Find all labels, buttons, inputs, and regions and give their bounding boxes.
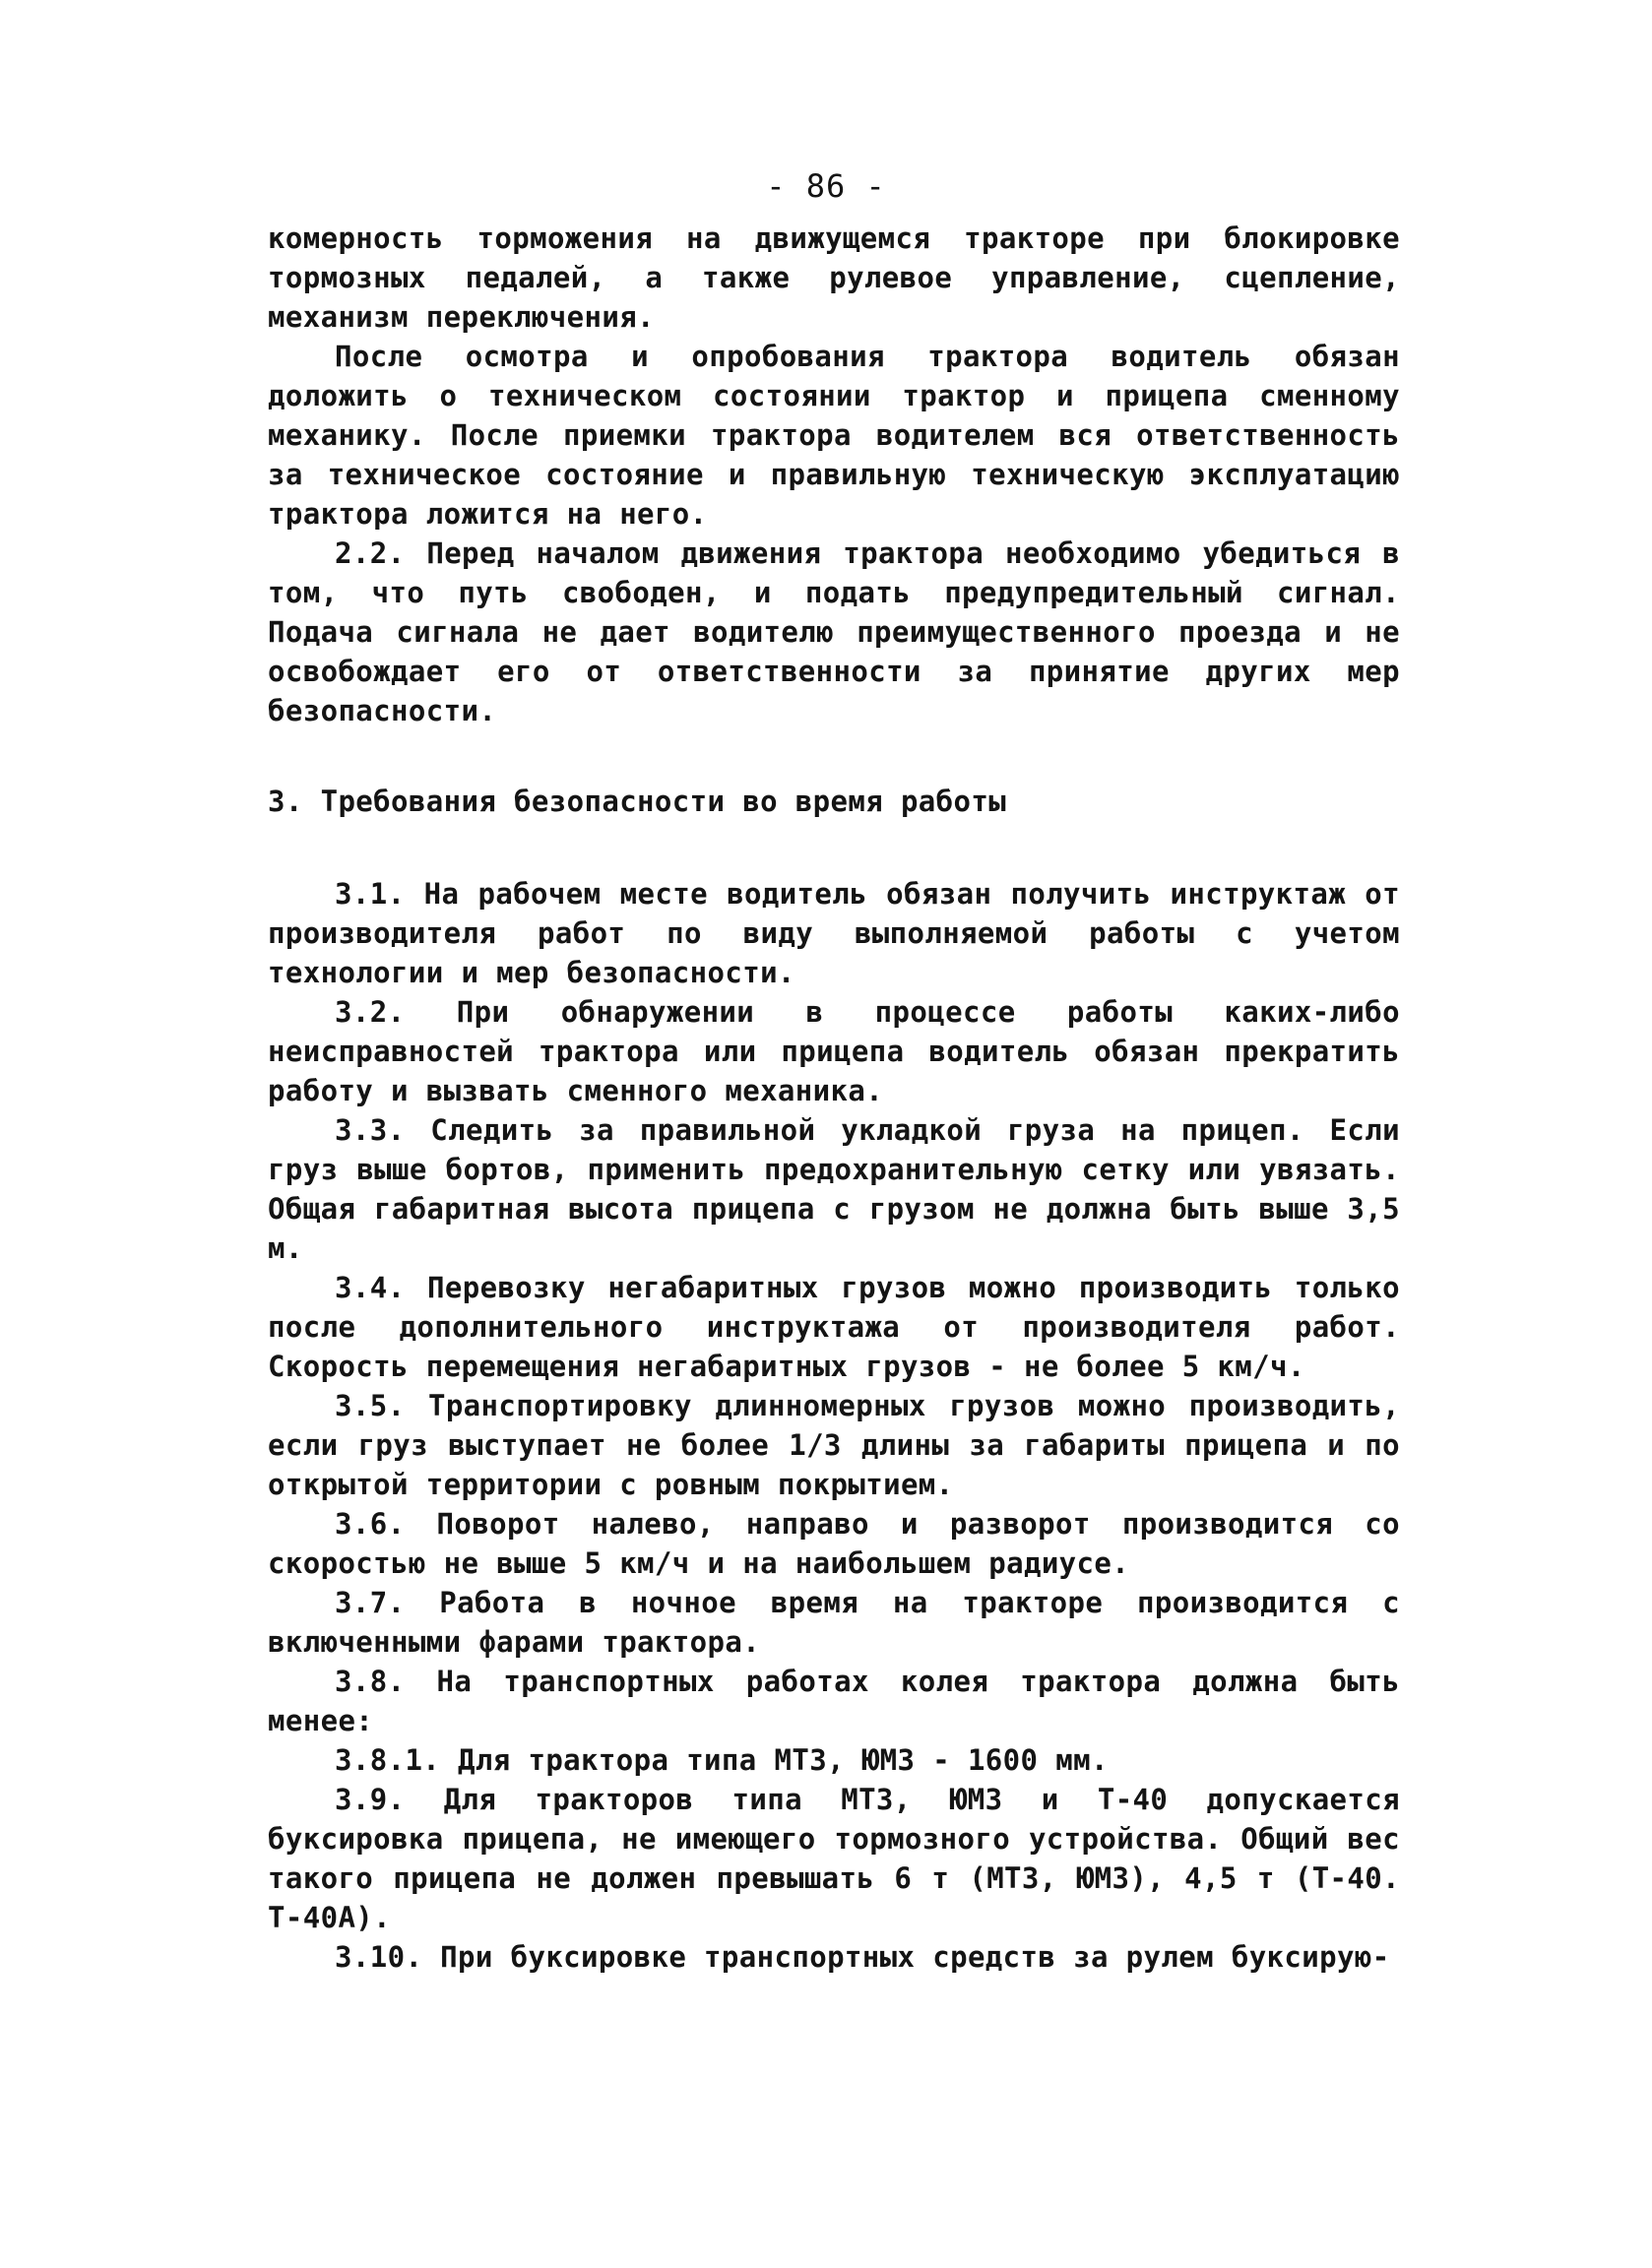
paragraph-3-10: 3.10. При буксировке транспортных средств за рулем буксирую- [335,1940,1390,1974]
paragraph-3-1: 3.1. На рабочем месте водитель обязан получить инструктаж от производителя работ по виду выполняемой работы с учетом технологии и мер безопасности. [268,877,1400,989]
paragraph-3-4: 3.4. Перевозку негабаритных грузов можно производить только после дополнительного инструктажа от производителя работ. Скорость перемещения негабаритных грузов - не более 5 км/ч. [268,1271,1400,1383]
paragraph-3-8-1: 3.8.1. Для трактора типа МТЗ, ЮМЗ - 1600 мм. [335,1743,1109,1777]
paragraph-3-9: 3.9. Для тракторов типа МТЗ, ЮМЗ и Т-40 допускается буксировка прицепа, не имеющего тормозного устройства. Общий вес такого прицепа не должен превышать 6 т (МТЗ, ЮМЗ), 4,5 т (Т-40. Т-40А). [268,1783,1400,1934]
paragraph-inspection: После осмотра и опробования трактора водитель обязан доложить о техническом состоянии трактор и прицепа сменному механику. После приемки трактора водителем вся ответственность за техническое состояние и правильную техническую эксплуатацию трактора ложится на него. [268,340,1400,531]
paragraph-3-2: 3.2. При обнаружении в процессе работы каких-либо неисправностей трактора или прицепа водитель обязан прекратить работу и вызвать сменного механика. [268,995,1400,1107]
paragraph-3-6: 3.6. Поворот налево, направо и разворот производится со скоростью не выше 5 км/ч и на наибольшем радиусе. [268,1507,1400,1580]
paragraph-continuation: комерность торможения на движущемся тракторе при блокировке тормозных педалей, а также рулевое управление, сцепление, механизм переключения. [268,221,1400,334]
paragraph-3-3: 3.3. Следить за правильной укладкой груза на прицеп. Если груз выше бортов, применить предохранительную сетку или увязать. Общая габаритная высота прицепа с грузом не должна быть выше 3,5 м. [268,1113,1400,1265]
page-number: - 86 - [766,167,886,205]
paragraph-3-8: 3.8. На транспортных работах колея трактора должна быть менее: [268,1665,1400,1737]
paragraph-2-2: 2.2. Перед началом движения трактора необходимо убедиться в том, что путь свободен, и подать предупредительный сигнал. Подача сигнала не дает водителю преимущественного проезда и не освобождает его от ответственности за принятие других мер безопасности. [268,536,1400,727]
paragraph-3-5: 3.5. Транспортировку длинномерных грузов можно производить, если груз выступает не более 1/3 длины за габариты прицепа и по открытой территории с ровным покрытием. [268,1389,1400,1501]
paragraph-3-7: 3.7. Работа в ночное время на тракторе производится с включенными фарами трактора. [268,1586,1400,1659]
body-text [268,219,1400,1977]
section-heading: 3. Требования безопасности во время работы [268,785,1007,818]
